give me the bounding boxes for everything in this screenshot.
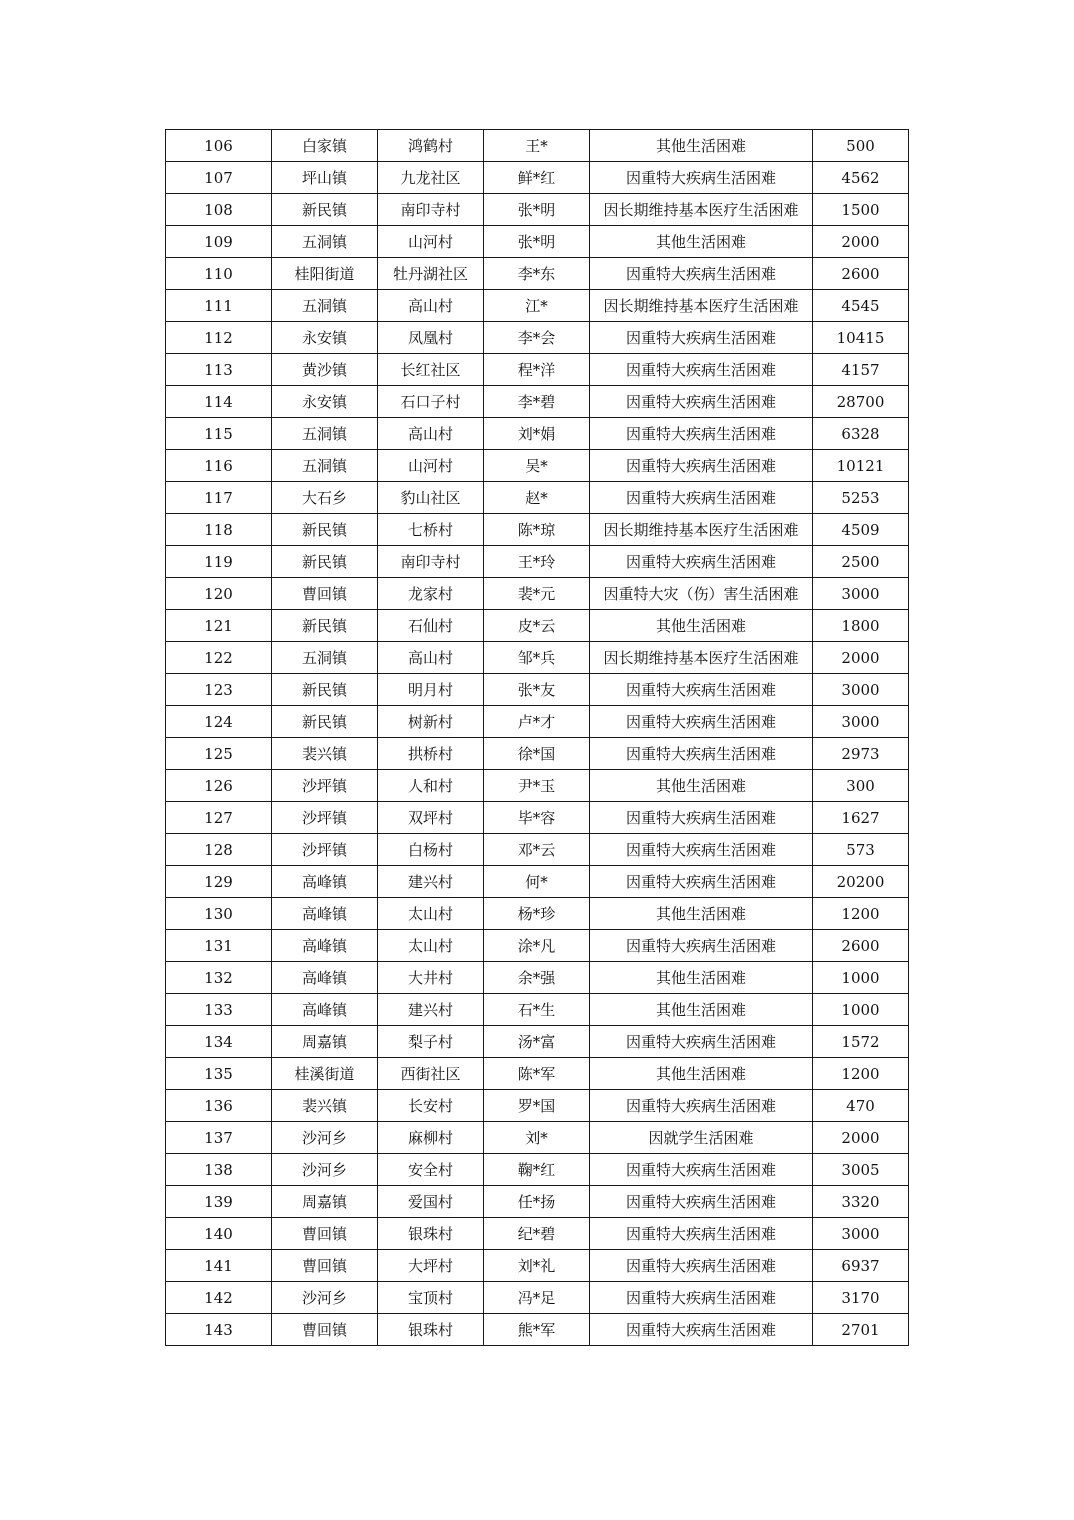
village-cell: 麻柳村 [378,1122,484,1154]
reason-cell: 因重特大疾病生活困难 [590,162,813,194]
town-cell: 高峰镇 [272,866,378,898]
row-number-cell: 130 [166,898,272,930]
reason-cell: 因重特大疾病生活困难 [590,1186,813,1218]
name-cell: 江* [484,290,590,322]
reason-cell: 其他生活困难 [590,994,813,1026]
village-cell: 爱国村 [378,1186,484,1218]
town-cell: 五洞镇 [272,642,378,674]
table-row [166,1026,909,1058]
table-row [166,706,909,738]
village-cell: 高山村 [378,290,484,322]
row-number-cell: 116 [166,450,272,482]
name-cell: 刘*娟 [484,418,590,450]
row-number-cell: 119 [166,546,272,578]
town-cell: 高峰镇 [272,898,378,930]
village-cell: 南印寺村 [378,194,484,226]
village-cell: 宝顶村 [378,1282,484,1314]
row-number-cell: 143 [166,1314,272,1346]
reason-cell: 因重特大疾病生活困难 [590,706,813,738]
row-number-cell: 127 [166,802,272,834]
name-cell: 汤*富 [484,1026,590,1058]
table-row [166,130,909,162]
amount-cell: 6937 [813,1250,909,1282]
row-number-cell: 110 [166,258,272,290]
name-cell: 石*生 [484,994,590,1026]
reason-cell: 因长期维持基本医疗生活困难 [590,194,813,226]
row-number-cell: 112 [166,322,272,354]
town-cell: 新民镇 [272,674,378,706]
reason-cell: 其他生活困难 [590,130,813,162]
town-cell: 沙河乡 [272,1122,378,1154]
amount-cell: 2000 [813,1122,909,1154]
reason-cell: 因重特大疾病生活困难 [590,834,813,866]
name-cell: 张*明 [484,226,590,258]
amount-cell: 2701 [813,1314,909,1346]
reason-cell: 因就学生活困难 [590,1122,813,1154]
town-cell: 曹回镇 [272,578,378,610]
row-number-cell: 115 [166,418,272,450]
name-cell: 纪*碧 [484,1218,590,1250]
name-cell: 熊*军 [484,1314,590,1346]
village-cell: 长红社区 [378,354,484,386]
reason-cell: 因长期维持基本医疗生活困难 [590,290,813,322]
village-cell: 拱桥村 [378,738,484,770]
row-number-cell: 118 [166,514,272,546]
name-cell: 杨*珍 [484,898,590,930]
amount-cell: 10121 [813,450,909,482]
amount-cell: 3000 [813,1218,909,1250]
row-number-cell: 125 [166,738,272,770]
name-cell: 邹*兵 [484,642,590,674]
village-cell: 南印寺村 [378,546,484,578]
town-cell: 曹回镇 [272,1314,378,1346]
table-row [166,1154,909,1186]
reason-cell: 因重特大疾病生活困难 [590,930,813,962]
table-body [166,130,909,1346]
town-cell: 周嘉镇 [272,1026,378,1058]
town-cell: 裴兴镇 [272,738,378,770]
row-number-cell: 124 [166,706,272,738]
reason-cell: 因重特大疾病生活困难 [590,802,813,834]
table-row [166,354,909,386]
village-cell: 树新村 [378,706,484,738]
amount-cell: 470 [813,1090,909,1122]
reason-cell: 其他生活困难 [590,610,813,642]
town-cell: 新民镇 [272,706,378,738]
village-cell: 七桥村 [378,514,484,546]
reason-cell: 其他生活困难 [590,226,813,258]
table-row [166,770,909,802]
name-cell: 冯*足 [484,1282,590,1314]
reason-cell: 因重特大疾病生活困难 [590,866,813,898]
village-cell: 明月村 [378,674,484,706]
amount-cell: 1000 [813,994,909,1026]
town-cell: 沙坪镇 [272,802,378,834]
amount-cell: 1200 [813,1058,909,1090]
amount-cell: 3005 [813,1154,909,1186]
village-cell: 西街社区 [378,1058,484,1090]
town-cell: 沙坪镇 [272,834,378,866]
row-number-cell: 139 [166,1186,272,1218]
amount-cell: 3170 [813,1282,909,1314]
name-cell: 鲜*红 [484,162,590,194]
row-number-cell: 135 [166,1058,272,1090]
town-cell: 新民镇 [272,194,378,226]
row-number-cell: 121 [166,610,272,642]
name-cell: 鞠*红 [484,1154,590,1186]
table-row [166,866,909,898]
table-row [166,642,909,674]
table-row [166,450,909,482]
amount-cell: 4157 [813,354,909,386]
table-row [166,578,909,610]
row-number-cell: 142 [166,1282,272,1314]
amount-cell: 2000 [813,642,909,674]
name-cell: 张*友 [484,674,590,706]
table-row [166,290,909,322]
reason-cell: 因重特大疾病生活困难 [590,1314,813,1346]
amount-cell: 4562 [813,162,909,194]
row-number-cell: 138 [166,1154,272,1186]
amount-cell: 2500 [813,546,909,578]
row-number-cell: 126 [166,770,272,802]
town-cell: 新民镇 [272,546,378,578]
name-cell: 吴* [484,450,590,482]
town-cell: 沙河乡 [272,1282,378,1314]
row-number-cell: 108 [166,194,272,226]
reason-cell: 因重特大疾病生活困难 [590,258,813,290]
town-cell: 五洞镇 [272,450,378,482]
row-number-cell: 132 [166,962,272,994]
row-number-cell: 122 [166,642,272,674]
amount-cell: 500 [813,130,909,162]
amount-cell: 5253 [813,482,909,514]
table-row [166,962,909,994]
row-number-cell: 141 [166,1250,272,1282]
table-row [166,738,909,770]
town-cell: 沙坪镇 [272,770,378,802]
row-number-cell: 106 [166,130,272,162]
amount-cell: 4509 [813,514,909,546]
table-row [166,418,909,450]
town-cell: 永安镇 [272,386,378,418]
name-cell: 徐*国 [484,738,590,770]
village-cell: 安全村 [378,1154,484,1186]
name-cell: 涂*凡 [484,930,590,962]
reason-cell: 因重特大灾（伤）害生活困难 [590,578,813,610]
name-cell: 余*强 [484,962,590,994]
reason-cell: 因重特大疾病生活困难 [590,1282,813,1314]
name-cell: 任*扬 [484,1186,590,1218]
amount-cell: 4545 [813,290,909,322]
row-number-cell: 120 [166,578,272,610]
amount-cell: 1500 [813,194,909,226]
village-cell: 梨子村 [378,1026,484,1058]
name-cell: 尹*玉 [484,770,590,802]
row-number-cell: 136 [166,1090,272,1122]
row-number-cell: 134 [166,1026,272,1058]
amount-cell: 2600 [813,258,909,290]
row-number-cell: 111 [166,290,272,322]
reason-cell: 其他生活困难 [590,770,813,802]
village-cell: 石口子村 [378,386,484,418]
table-row [166,322,909,354]
reason-cell: 因长期维持基本医疗生活困难 [590,514,813,546]
reason-cell: 因重特大疾病生活困难 [590,738,813,770]
reason-cell: 其他生活困难 [590,962,813,994]
relief-recipient-table [165,129,909,1346]
reason-cell: 因重特大疾病生活困难 [590,418,813,450]
amount-cell: 1627 [813,802,909,834]
reason-cell: 因重特大疾病生活困难 [590,1154,813,1186]
table-row [166,994,909,1026]
town-cell: 五洞镇 [272,418,378,450]
amount-cell: 300 [813,770,909,802]
town-cell: 曹回镇 [272,1218,378,1250]
name-cell: 王*玲 [484,546,590,578]
town-cell: 新民镇 [272,610,378,642]
table-row [166,258,909,290]
amount-cell: 3320 [813,1186,909,1218]
reason-cell: 其他生活困难 [590,898,813,930]
amount-cell: 1200 [813,898,909,930]
amount-cell: 3000 [813,706,909,738]
row-number-cell: 114 [166,386,272,418]
table-row [166,1314,909,1346]
town-cell: 五洞镇 [272,226,378,258]
reason-cell: 因重特大疾病生活困难 [590,482,813,514]
row-number-cell: 128 [166,834,272,866]
table-row [166,898,909,930]
amount-cell: 2000 [813,226,909,258]
amount-cell: 20200 [813,866,909,898]
amount-cell: 2600 [813,930,909,962]
reason-cell: 因重特大疾病生活困难 [590,1250,813,1282]
name-cell: 刘* [484,1122,590,1154]
name-cell: 赵* [484,482,590,514]
table-row [166,802,909,834]
name-cell: 何* [484,866,590,898]
town-cell: 大石乡 [272,482,378,514]
town-cell: 桂阳街道 [272,258,378,290]
village-cell: 大坪村 [378,1250,484,1282]
village-cell: 太山村 [378,930,484,962]
town-cell: 沙河乡 [272,1154,378,1186]
reason-cell: 因重特大疾病生活困难 [590,450,813,482]
name-cell: 王* [484,130,590,162]
town-cell: 高峰镇 [272,962,378,994]
town-cell: 周嘉镇 [272,1186,378,1218]
village-cell: 高山村 [378,642,484,674]
village-cell: 太山村 [378,898,484,930]
village-cell: 大井村 [378,962,484,994]
reason-cell: 因重特大疾病生活困难 [590,322,813,354]
reason-cell: 因重特大疾病生活困难 [590,546,813,578]
table-row [166,482,909,514]
amount-cell: 1000 [813,962,909,994]
table-row [166,226,909,258]
table-row [166,1282,909,1314]
name-cell: 陈*军 [484,1058,590,1090]
table-row [166,674,909,706]
village-cell: 银珠村 [378,1314,484,1346]
village-cell: 凤凰村 [378,322,484,354]
table-row [166,546,909,578]
amount-cell: 1800 [813,610,909,642]
name-cell: 张*明 [484,194,590,226]
town-cell: 白家镇 [272,130,378,162]
reason-cell: 因重特大疾病生活困难 [590,354,813,386]
name-cell: 毕*容 [484,802,590,834]
table-row [166,1186,909,1218]
name-cell: 卢*才 [484,706,590,738]
row-number-cell: 107 [166,162,272,194]
table-row [166,1250,909,1282]
reason-cell: 因重特大疾病生活困难 [590,1026,813,1058]
row-number-cell: 113 [166,354,272,386]
row-number-cell: 140 [166,1218,272,1250]
town-cell: 高峰镇 [272,930,378,962]
table-row [166,930,909,962]
village-cell: 建兴村 [378,866,484,898]
name-cell: 李*碧 [484,386,590,418]
name-cell: 罗*国 [484,1090,590,1122]
reason-cell: 其他生活困难 [590,1058,813,1090]
table-row [166,610,909,642]
amount-cell: 3000 [813,578,909,610]
town-cell: 桂溪街道 [272,1058,378,1090]
town-cell: 裴兴镇 [272,1090,378,1122]
name-cell: 裴*元 [484,578,590,610]
village-cell: 建兴村 [378,994,484,1026]
village-cell: 双坪村 [378,802,484,834]
amount-cell: 28700 [813,386,909,418]
town-cell: 五洞镇 [272,290,378,322]
village-cell: 山河村 [378,226,484,258]
amount-cell: 2973 [813,738,909,770]
table-row [166,1090,909,1122]
village-cell: 白杨村 [378,834,484,866]
town-cell: 黄沙镇 [272,354,378,386]
row-number-cell: 131 [166,930,272,962]
name-cell: 李*东 [484,258,590,290]
name-cell: 刘*礼 [484,1250,590,1282]
reason-cell: 因重特大疾病生活困难 [590,674,813,706]
name-cell: 李*会 [484,322,590,354]
table-row [166,162,909,194]
village-cell: 山河村 [378,450,484,482]
table-row [166,834,909,866]
town-cell: 新民镇 [272,514,378,546]
town-cell: 高峰镇 [272,994,378,1026]
village-cell: 石仙村 [378,610,484,642]
village-cell: 牡丹湖社区 [378,258,484,290]
reason-cell: 因重特大疾病生活困难 [590,386,813,418]
village-cell: 银珠村 [378,1218,484,1250]
row-number-cell: 137 [166,1122,272,1154]
name-cell: 邓*云 [484,834,590,866]
village-cell: 人和村 [378,770,484,802]
row-number-cell: 117 [166,482,272,514]
village-cell: 高山村 [378,418,484,450]
town-cell: 曹回镇 [272,1250,378,1282]
amount-cell: 3000 [813,674,909,706]
row-number-cell: 129 [166,866,272,898]
table-row [166,1218,909,1250]
table-row [166,1058,909,1090]
amount-cell: 10415 [813,322,909,354]
village-cell: 龙家村 [378,578,484,610]
amount-cell: 573 [813,834,909,866]
name-cell: 皮*云 [484,610,590,642]
village-cell: 九龙社区 [378,162,484,194]
reason-cell: 因长期维持基本医疗生活困难 [590,642,813,674]
village-cell: 鸿鹤村 [378,130,484,162]
village-cell: 豹山社区 [378,482,484,514]
town-cell: 坪山镇 [272,162,378,194]
name-cell: 程*洋 [484,354,590,386]
table-row [166,386,909,418]
row-number-cell: 123 [166,674,272,706]
table-row [166,194,909,226]
town-cell: 永安镇 [272,322,378,354]
table-row [166,1122,909,1154]
row-number-cell: 133 [166,994,272,1026]
name-cell: 陈*琼 [484,514,590,546]
amount-cell: 1572 [813,1026,909,1058]
table-row [166,514,909,546]
row-number-cell: 109 [166,226,272,258]
reason-cell: 因重特大疾病生活困难 [590,1090,813,1122]
reason-cell: 因重特大疾病生活困难 [590,1218,813,1250]
amount-cell: 6328 [813,418,909,450]
village-cell: 长安村 [378,1090,484,1122]
